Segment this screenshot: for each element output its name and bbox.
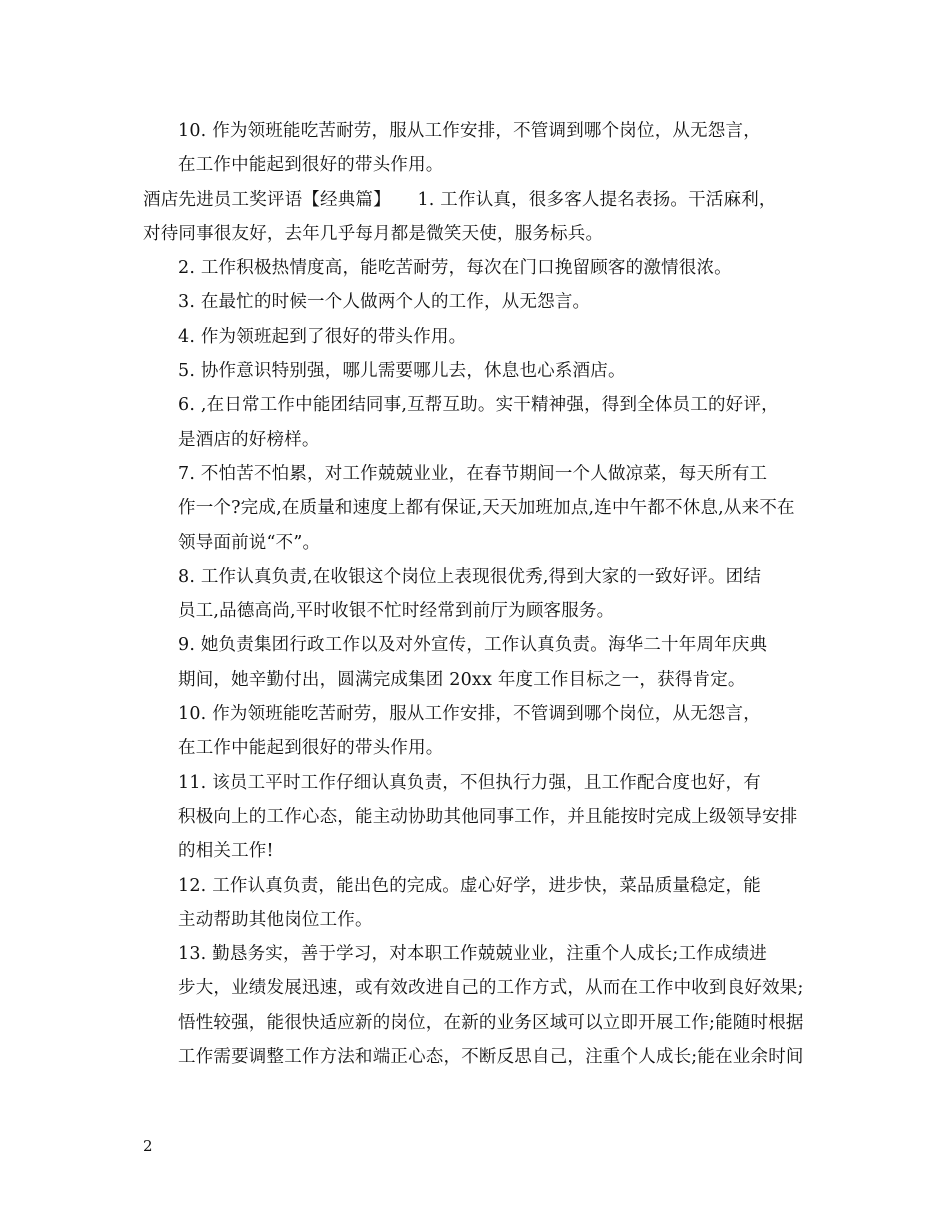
text-line: 10. 作为领班能吃苦耐劳，服从工作安排，不管调到哪个岗位，从无怨言， bbox=[178, 704, 761, 725]
paragraph bbox=[143, 628, 833, 697]
document-body bbox=[143, 114, 833, 1074]
text-line: 作一个?完成,在质量和速度上都有保证,天天加班加点,连中午都不休息,从来不在 bbox=[178, 498, 795, 519]
text-line: 8. 工作认真负责,在收银这个岗位上表现很优秀,得到大家的一致好评。团结 bbox=[178, 566, 762, 587]
text-line: 6. ,在日常工作中能团结同事,互帮互助。实干精神强，得到全体员工的好评， bbox=[178, 395, 779, 416]
text-line: 主动帮助其他岗位工作。 bbox=[178, 909, 373, 930]
text-line: 5. 协作意识特别强，哪儿需要哪儿去，休息也心系酒店。 bbox=[178, 361, 626, 382]
text-line: 13. 勤恳务实，善于学习，对本职工作兢兢业业，注重个人成长;工作成绩进 bbox=[178, 944, 767, 965]
paragraph bbox=[143, 869, 833, 938]
text-line: 11. 该员工平时工作仔细认真负责，不但执行力强，且工作配合度也好，有 bbox=[178, 772, 761, 793]
text-line: 员工,品德高尚,平时收银不忙时经常到前厅为顾客服务。 bbox=[178, 601, 615, 622]
text-line: 的相关工作! bbox=[178, 841, 274, 862]
text-line: 对待同事很友好，去年几乎每月都是微笑天使，服务标兵。 bbox=[143, 223, 604, 244]
text-line: 领导面前说“不”。 bbox=[178, 532, 321, 553]
text-line: 9. 她负责集团行政工作以及对外宣传，工作认真负责。海华二十年周年庆典 bbox=[178, 635, 768, 656]
text-line: 期间，她辛勤付出，圆满完成集团 20xx 年度工作目标之一，获得肯定。 bbox=[178, 669, 746, 690]
paragraph bbox=[143, 251, 833, 285]
paragraph bbox=[143, 388, 833, 457]
text-line: 2. 工作积极热情度高，能吃苦耐劳，每次在门口挽留顾客的激情很浓。 bbox=[178, 258, 732, 279]
paragraph bbox=[143, 354, 833, 388]
page-number: 2 bbox=[143, 1137, 153, 1155]
paragraph bbox=[143, 183, 833, 252]
text-line: 在工作中能起到很好的带头作用。 bbox=[178, 738, 444, 759]
text-line: 悟性较强，能很快适应新的岗位，在新的业务区域可以立即开展工作;能随时根据 bbox=[178, 1012, 804, 1033]
text-line: 酒店先进员工奖评语【经典篇】 1. 工作认真，很多客人提名表扬。干活麻利， bbox=[143, 189, 777, 210]
paragraph bbox=[143, 285, 833, 319]
paragraph bbox=[143, 937, 833, 1074]
paragraph bbox=[143, 320, 833, 354]
text-line: 10. 作为领班能吃苦耐劳，服从工作安排，不管调到哪个岗位，从无怨言， bbox=[178, 121, 761, 141]
paragraph bbox=[143, 697, 833, 766]
text-line: 工作需要调整工作方法和端正心态，不断反思自己，注重个人成长;能在业余时间 bbox=[178, 1047, 804, 1068]
text-line: 12. 工作认真负责，能出色的完成。虚心好学，进步快，菜品质量稳定，能 bbox=[178, 875, 761, 896]
paragraph bbox=[143, 457, 833, 560]
text-line: 步大，业绩发展迅速，或有效改进自己的工作方式，从而在工作中收到良好效果; bbox=[178, 978, 804, 999]
paragraph bbox=[143, 114, 833, 183]
paragraph bbox=[143, 766, 833, 869]
text-line: 是酒店的好榜样。 bbox=[178, 429, 320, 450]
text-line: 4. 作为领班起到了很好的带头作用。 bbox=[178, 326, 467, 347]
text-line: 积极向上的工作心态，能主动协助其他同事工作，并且能按时完成上级领导安排 bbox=[178, 806, 798, 827]
text-line: 在工作中能起到很好的带头作用。 bbox=[178, 155, 444, 176]
text-line: 7. 不怕苦不怕累，对工作兢兢业业，在春节期间一个人做凉菜，每天所有工 bbox=[178, 463, 768, 484]
text-line: 3. 在最忙的时候一个人做两个人的工作，从无怨言。 bbox=[178, 292, 591, 313]
paragraph bbox=[143, 560, 833, 629]
